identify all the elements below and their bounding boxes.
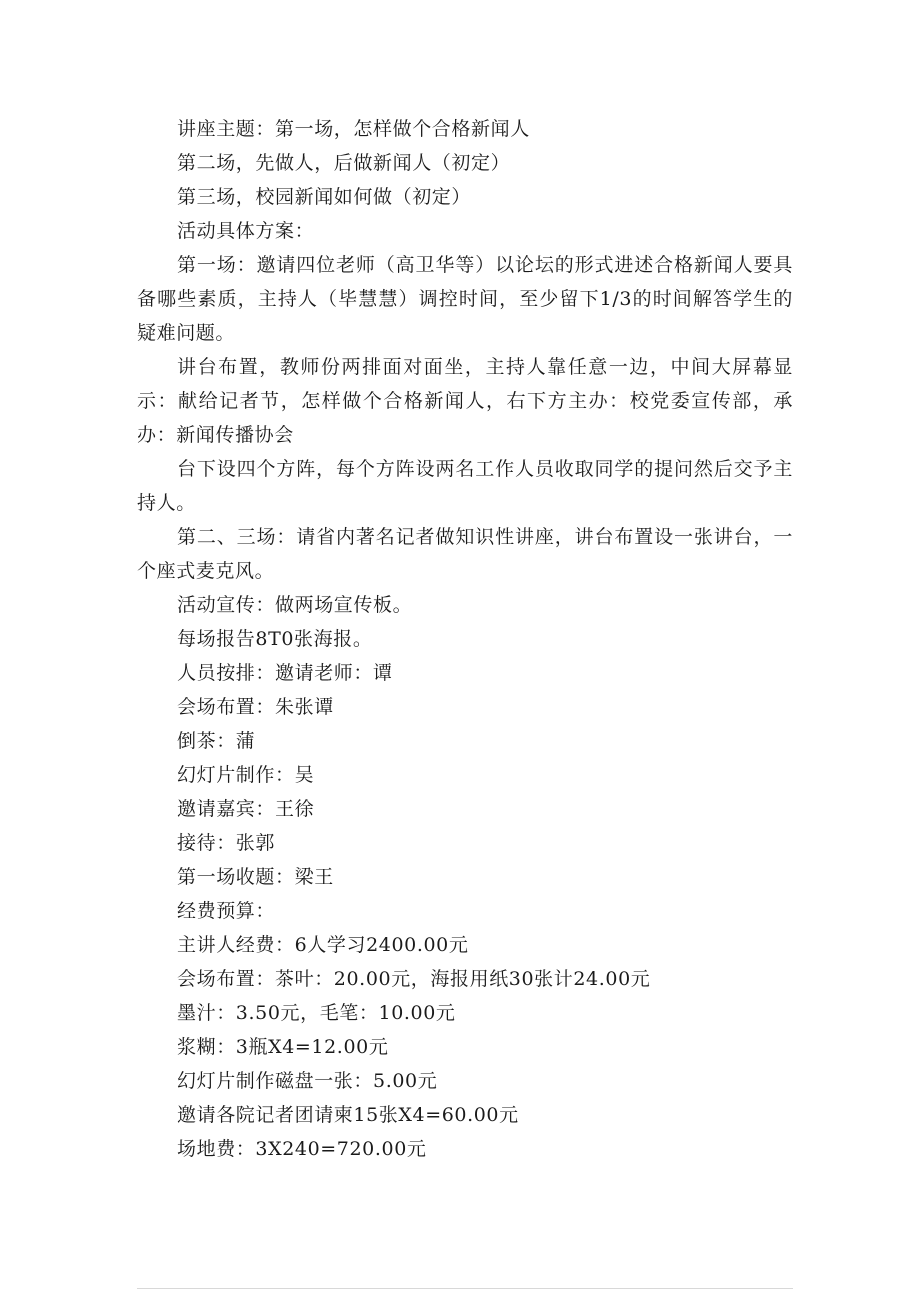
paragraph-budget-invitations: 邀请各院记者团请柬15张X4=60.00元 (177, 1104, 519, 1126)
paragraph-lecture-topic: 讲座主题：第一场，怎样做个合格新闻人 (177, 118, 530, 140)
paragraph-session-three: 第三场，校园新闻如何做（初定） (177, 186, 472, 208)
paragraph-staff-guests: 邀请嘉宾：王徐 (177, 798, 315, 820)
paragraph-posters: 每场报告8T0张海报。 (177, 628, 373, 650)
paragraph-budget-heading: 经费预算： (177, 900, 276, 922)
paragraph-plan-heading: 活动具体方案： (177, 220, 315, 242)
paragraph-session-one-detail: 第一场：邀请四位老师（高卫华等）以论坛的形式进述合格新闻人要具备哪些素质，主持人（毕慧慧）调控时间，至少留下1/3的时间解答学生的疑难问题。 (137, 254, 793, 344)
paragraph-staff-invite: 人员按排：邀请老师：谭 (177, 662, 393, 684)
page-bottom-divider (137, 1288, 793, 1289)
paragraph-staff-slides: 幻灯片制作：吴 (177, 764, 315, 786)
paragraph-publicity: 活动宣传：做两场宣传板。 (177, 594, 413, 616)
paragraph-staff-venue: 会场布置：朱张谭 (177, 696, 334, 718)
document-body (137, 112, 793, 1166)
paragraph-stage-layout: 讲台布置，教师份两排面对面坐，主持人靠任意一边，中间大屏幕显示：献给记者节，怎样做个合格新闻人，右下方主办：校党委宣传部，承办：新闻传播协会 (137, 356, 793, 446)
paragraph-budget-venue-fee: 场地费：3X240=720.00元 (177, 1138, 427, 1160)
paragraph-sessions-two-three: 第二、三场：请省内著名记者做知识性讲座，讲台布置设一张讲台，一个座式麦克风。 (137, 526, 793, 582)
paragraph-budget-disk: 幻灯片制作磁盘一张：5.00元 (177, 1070, 438, 1092)
paragraph-budget-venue: 会场布置：茶叶：20.00元，海报用纸30张计24.00元 (177, 968, 651, 990)
paragraph-staff-reception: 接待：张郭 (177, 832, 276, 854)
paragraph-audience-layout: 台下设四个方阵，每个方阵设两名工作人员收取同学的提问然后交予主持人。 (137, 458, 793, 514)
paragraph-budget-paste: 浆糊：3瓶X4=12.00元 (177, 1036, 389, 1058)
paragraph-budget-ink: 墨汁：3.50元，毛笔：10.00元 (177, 1002, 456, 1024)
paragraph-session-two: 第二场，先做人，后做新闻人（初定） (177, 152, 511, 174)
paragraph-staff-tea: 倒茶：蒲 (177, 730, 256, 752)
paragraph-staff-questions: 第一场收题：梁王 (177, 866, 334, 888)
paragraph-budget-speakers: 主讲人经费：6人学习2400.00元 (177, 934, 469, 956)
